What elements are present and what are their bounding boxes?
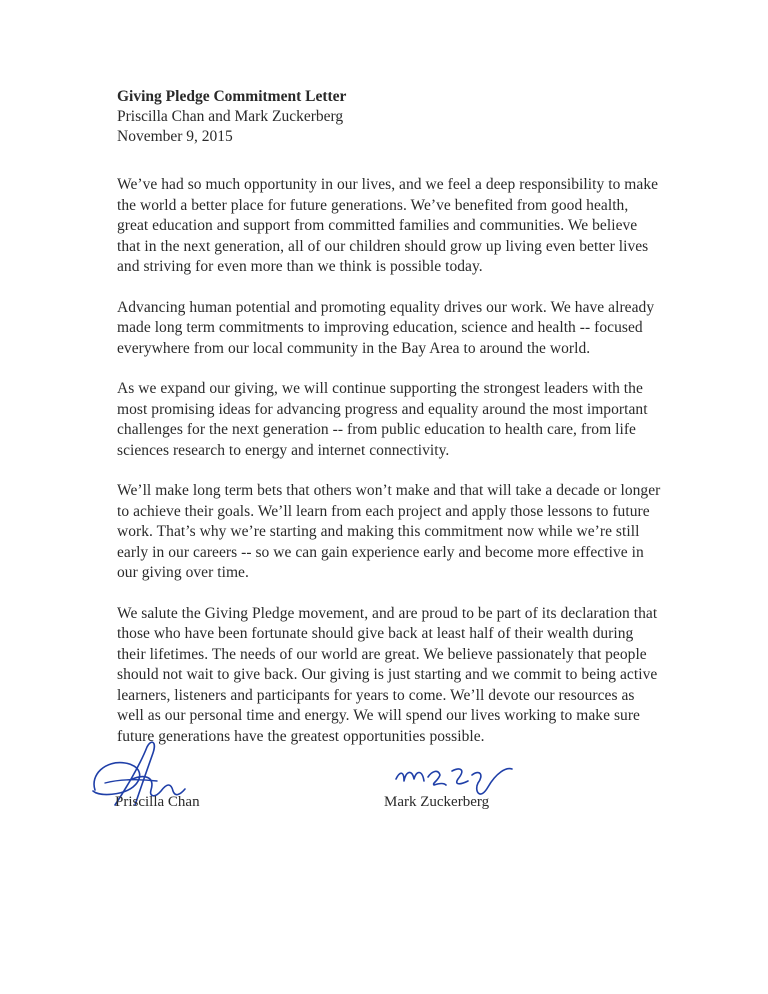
letter-authors: Priscilla Chan and Mark Zuckerberg <box>117 108 344 125</box>
letter-title: Giving Pledge Commitment Letter <box>117 88 347 105</box>
paragraph-2: Advancing human potential and promoting equality drives our work. We have already made long term commitments to improving education, science and health -- focused everywhere from our local community in the Bay Area to around the world. <box>117 298 655 357</box>
zuckerberg-signature-name: Mark Zuckerberg <box>384 794 490 810</box>
letter-body <box>117 175 662 767</box>
letter-date: November 9, 2015 <box>117 128 233 145</box>
paragraph-1: We’ve had so much opportunity in our lives, and we feel a deep responsibility to make the world a better place for future generations. We’ve benefited from good health, great education and support from committed families and communities. We believe that in the next generation, all of our children should grow up living even better lives and striving for even more than we think is possible today. <box>117 176 659 275</box>
paragraph-3: As we expand our giving, we will continue supporting the strongest leaders with the most promising ideas for advancing progress and equality around the most important challenges for the next generation -- from public education to health care, from life sciences research to energy and internet connectivity. <box>117 380 648 459</box>
letter-header <box>117 87 677 147</box>
paragraph-5: We salute the Giving Pledge movement, and are proud to be part of its declaration that those who have been fortunate should give back at least half of their wealth during their lifetimes. The needs of our world are great. We believe passionately that people should not wait to give back. Our giving is just starting and we commit to being active learners, listeners and participants for years to come. We’ll devote our resources as well as our personal time and energy. We will spend our lives working to make sure future generations have the greatest opportunities possible. <box>117 604 658 745</box>
paragraph-4: We’ll make long term bets that others won’t make and that will take a decade or longer to achieve their goals. We’ll learn from each project and apply those lessons to future work. That’s why we’re starting and making this commitment now while we’re still early in our careers -- so we can gain experience early and become more effective in our giving over time. <box>117 482 661 581</box>
chan-signature-name: Priscilla Chan <box>115 794 200 810</box>
